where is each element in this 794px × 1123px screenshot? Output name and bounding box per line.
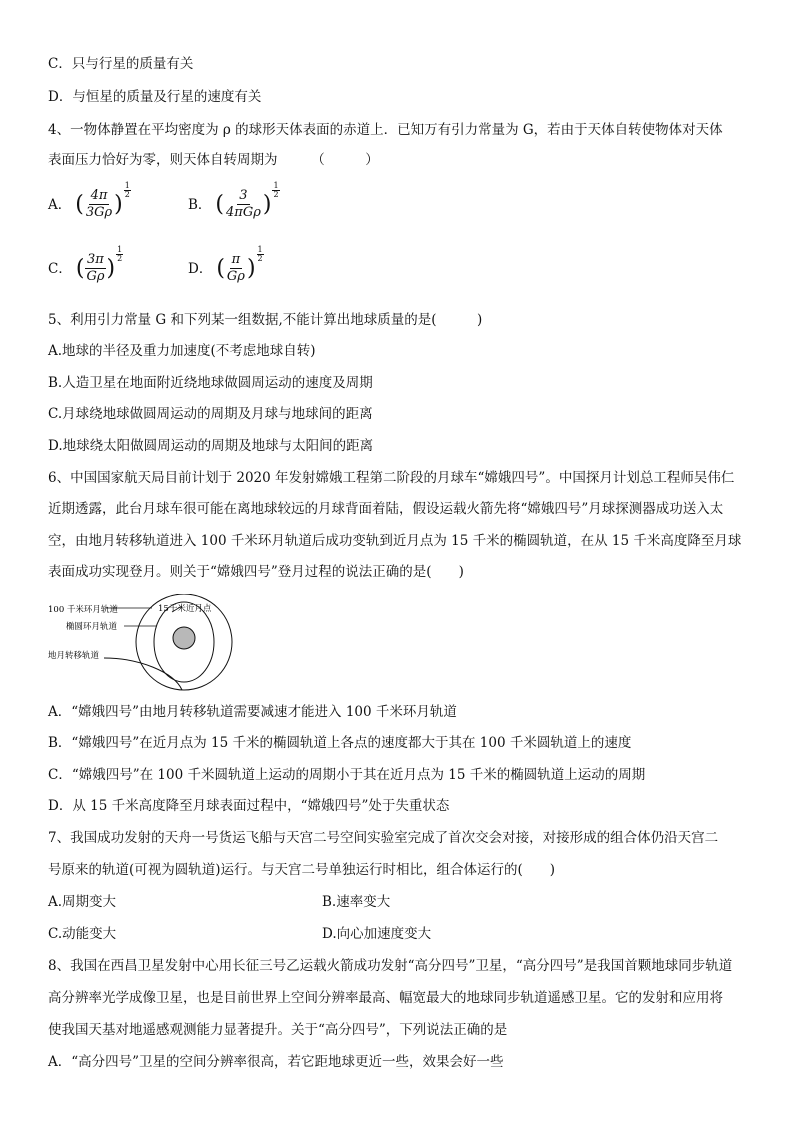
q8-stem-line1-text: 8、我国在西昌卫星发射中心用长征三号乙运载火箭成功发射“高分四号”卫星，“高分四号”是我国首颗地球同步轨道 <box>48 958 733 974</box>
label-100km-orbit: 100 千米环月轨道 <box>48 605 118 615</box>
q5-option-d: D.地球绕太阳做圆周运动的周期及地球与太阳间的距离 <box>48 438 374 454</box>
q4-option-a: A． ( $\frac{4\pi}{3G\rho}$ ) $\frac{1}{2}$ <box>48 181 130 220</box>
label-15km-perilune: 15千米近月点 <box>158 604 212 614</box>
label-elliptical-orbit: 椭圆环月轨道 <box>66 622 118 632</box>
q5-option-a: A.地球的半径及重力加速度(不考虑地球自转) <box>48 343 316 359</box>
moon-body <box>173 627 195 649</box>
q7-option-c: C.动能变大 <box>48 926 117 942</box>
q5-stem: 5、利用引力常量 G 和下列某一组数据,不能计算出地球质量的是( ) <box>48 312 483 328</box>
q6-stem-line1: 6、中国国家航天局目前计划于 2020 年发射嫦娥工程第二阶段的月球车“嫦娥四号”。中国探月计划总工程师吴伟仁 <box>48 470 735 486</box>
q5-option-b: B.人造卫星在地面附近绕地球做圆周运动的速度及周期 <box>48 375 373 391</box>
orbit-diagram <box>44 594 254 694</box>
transfer-orbit-path <box>104 658 182 690</box>
q4-stem-line1: 4、一物体静置在平均密度为 ρ 的球形天体表面的赤道上．已知万有引力常量为 G，若由于天体自转使物体对天体 <box>48 122 723 138</box>
q6-option-a: A．“嫦娥四号”由地月转移轨道需要减速才能进入 100 千米环月轨道 <box>48 704 457 720</box>
q8-option-a: A．“高分四号”卫星的空间分辨率很高，若它距地球更近一些，效果会好一些 <box>48 1054 504 1070</box>
q8-stem-line2: 高分辨率光学成像卫星，也是目前世界上空间分辨率最高、幅宽最大的地球同步轨道遥感卫星。它的发射和应用将 <box>48 990 723 1006</box>
q8-stem-line3: 使我国天基对地遥感观测能力显著提升。关于“高分四号”，下列说法正确的是 <box>48 1022 508 1038</box>
q3-option-d: D．与恒星的质量及行星的速度有关 <box>48 89 262 105</box>
q5-option-c: C.月球绕地球做圆周运动的周期及月球与地球间的距离 <box>48 406 373 422</box>
q8-stem-line1 <box>48 957 758 975</box>
q6-option-c: C．“嫦娥四号”在 100 千米圆轨道上运动的周期小于其在近月点为 15 千米的椭圆轨道上运动的周期 <box>48 767 646 783</box>
q6-stem-line4: 表面成功实现登月。则关于“嫦娥四号”登月过程的说法正确的是( ) <box>48 564 464 580</box>
q6-stem-line2: 近期透露，此台月球车很可能在离地球较远的月球背面着陆，假设运载火箭先将“嫦娥四号”月球探测器成功送入太 <box>48 501 724 517</box>
q3-option-c: C．只与行星的质量有关 <box>48 56 194 72</box>
q7-option-b: B.速率变大 <box>322 894 391 910</box>
q6-option-d: D．从 15 千米高度降至月球表面过程中，“嫦娥四号”处于失重状态 <box>48 798 450 814</box>
q4-option-b: B． ( $\frac{3}{\text{4πGρ}}$ ) $\frac{1}{2}$ <box>188 181 279 220</box>
q7-stem-line2: 号原来的轨道(可视为圆轨道)运行。与天宫二号单独运行时相比，组合体运行的( ) <box>48 862 556 878</box>
q6-option-b: B．“嫦娥四号”在近月点为 15 千米的椭圆轨道上各点的速度都大于其在 100 千米圆轨道上的速度 <box>48 735 632 751</box>
label-transfer-orbit: 地月转移轨道 <box>48 651 100 661</box>
q4-option-c: C． ( $\frac{3\pi}{G\rho}$ ) $\frac{1}{2}$ <box>48 245 123 284</box>
q7-stem-line1: 7、我国成功发射的天舟一号货运飞船与天宫二号空间实验室完成了首次交会对接，对接形成的组合体仍沿天宫二 <box>48 830 719 846</box>
q4-stem-line2: 表面压力恰好为零，则天体自转周期为 （ ） <box>48 152 379 168</box>
q7-option-d: D.向心加速度变大 <box>322 926 432 942</box>
q6-stem-line3: 空，由地月转移轨道进入 100 千米环月轨道后成功变轨到近月点为 15 千米的椭圆轨道，在从 15 千米高度降至月球 <box>48 533 742 549</box>
q4-option-d: D． ( $\frac{\pi}{G\rho}$ ) $\frac{1}{2}$ <box>188 245 263 284</box>
q7-option-a: A.周期变大 <box>48 894 117 910</box>
